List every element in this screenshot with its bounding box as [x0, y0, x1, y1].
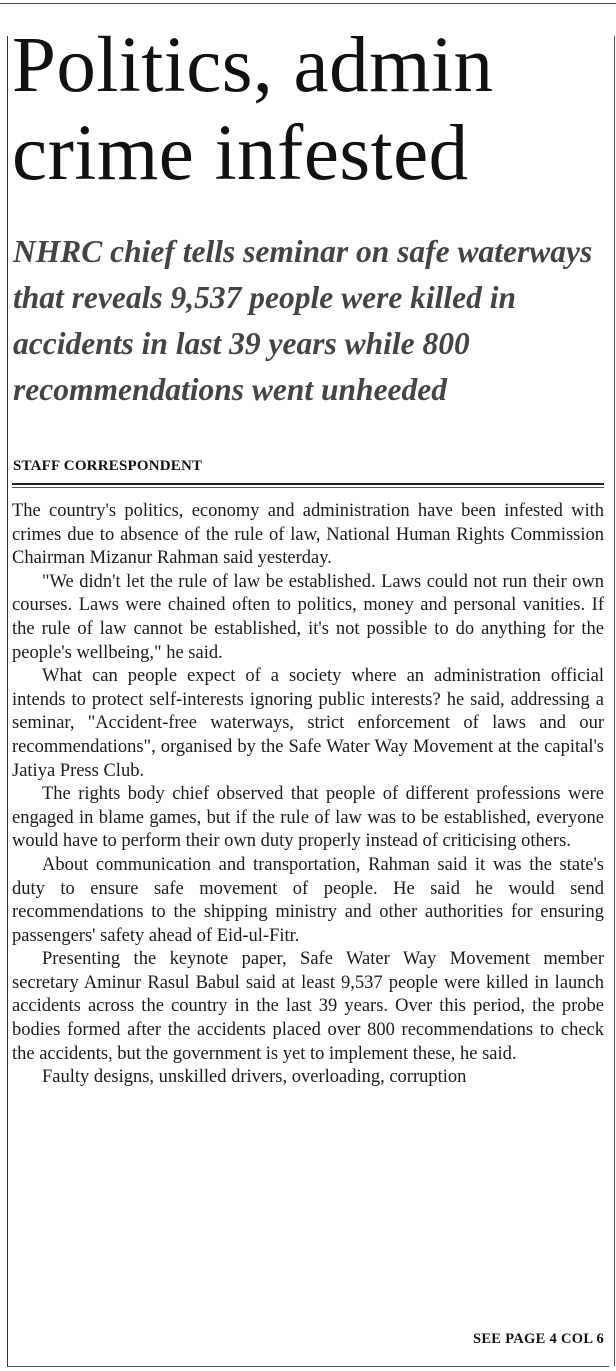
byline-rule-thin	[12, 487, 604, 488]
paragraph: Presenting the keynote paper, Safe Water Way Movement member secretary Aminur Rasul Babul said at least 9,537 people were killed in launch accidents across the country in the last 39 years. Over this period, the probe bodies formed after the accidents placed over 800 recommendations to check the accidents, but the government is yet to implement these, he said.	[12, 949, 604, 1064]
bottom-border	[7, 1366, 609, 1367]
paragraph: The country's politics, economy and administration have been infested with crimes due to absence of the rule of law, National Human Rights Commission Chairman Mizanur Rahman said yesterday.	[12, 501, 604, 569]
article-body	[12, 500, 604, 1090]
continuation-note: SEE PAGE 4 COL 6	[472, 1331, 604, 1347]
left-border	[7, 36, 8, 1366]
byline: STAFF CORRESPONDENT	[13, 458, 203, 474]
paragraph: Faulty designs, unskilled drivers, overloading, corruption	[42, 1067, 467, 1088]
paragraph: The rights body chief observed that people of different professions were engaged in blame games, but if the rule of law was to be established, everyone would have to perform their own duty properly instead of criticising others.	[12, 784, 604, 852]
paragraph: "We didn't let the rule of law be established. Laws could not run their own courses. Laws were chained often to politics, money and personal vanities. If the rule of law cannot be established, it's not possible to do anything for the people's wellbeing," he said.	[12, 571, 604, 663]
headline: Politics, admin crime infested	[12, 22, 494, 197]
top-border	[0, 3, 616, 4]
subheadline: NHRC chief tells seminar on safe waterways that reveals 9,537 people were killed in accidents in last 39 years while 800 recommendations went unheeded	[13, 234, 593, 407]
byline-rule	[12, 483, 604, 485]
paragraph: What can people expect of a society where an administration official intends to protect self-interests ignoring public interests? he said, addressing a seminar, "Accident-free waterways, strict enforcement of laws and our recommendations", organised by the Safe Water Way Movement at the capital's Jatiya Press Club.	[12, 666, 604, 781]
right-border	[614, 36, 615, 1366]
paragraph: About communication and transportation, Rahman said it was the state's duty to ensure safe movement of people. He said he would send recommendations to the shipping ministry and other authorities for ensuring passengers' safety ahead of Eid-ul-Fitr.	[12, 854, 604, 946]
